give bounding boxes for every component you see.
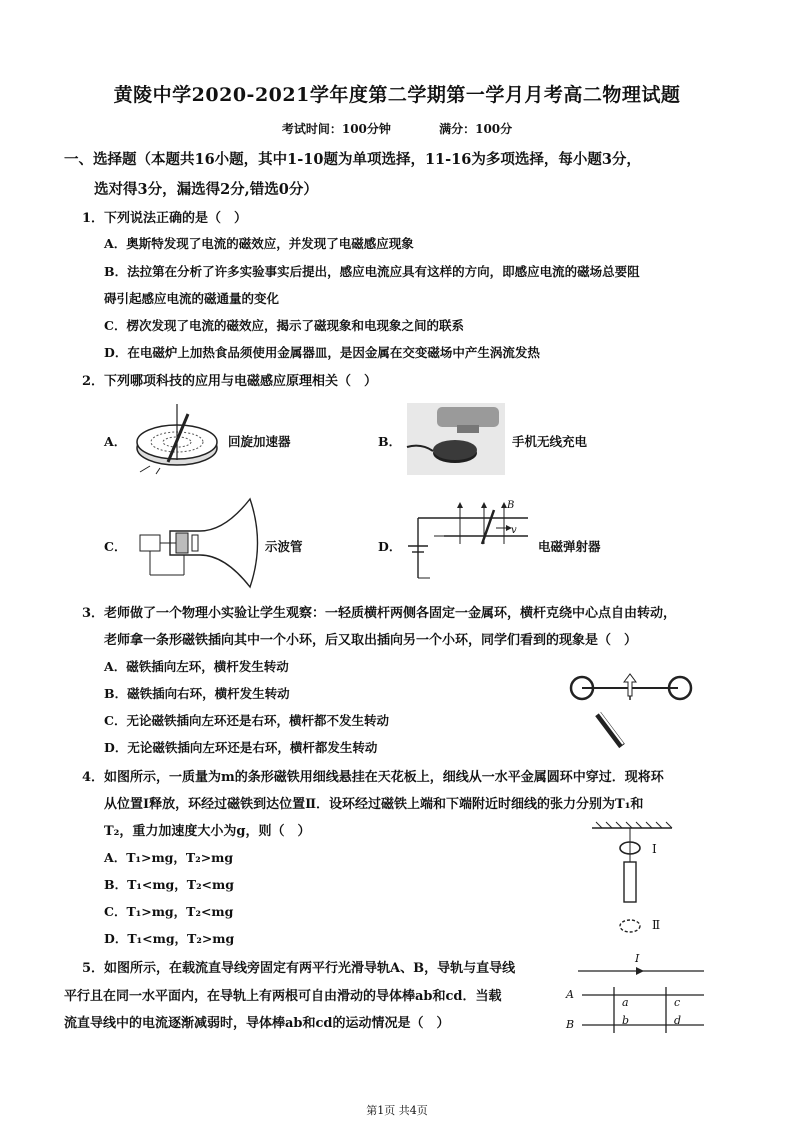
wireless-charger-figure <box>407 403 505 475</box>
q2-option-b-letter: B． <box>378 434 402 449</box>
q3-option-b: B．磁铁插向右环，横杆发生转动 <box>104 686 290 701</box>
q5-rail-b-label: B <box>566 1018 575 1031</box>
q2-option-c-caption: 示波管 <box>265 539 303 554</box>
q4-stem-line3: T₂，重力加速度大小为g，则（ ） <box>104 824 311 839</box>
section-heading-line1: 一、选择题（本题共16小题，其中1-10题为单项选择，11-16为多项选择，每小题3分， <box>64 151 641 168</box>
q3-option-d: D．无论磁铁插向左环还是右环，横杆都发生转动 <box>104 740 378 755</box>
q5-current-label: I <box>635 952 640 965</box>
q3-option-c: C．无论磁铁插向左环还是右环，横杆都不发生转动 <box>104 713 389 728</box>
q5-stem-line2: 平行且在同一水平面内，在导轨上有两根可自由滑动的导体棒ab和cd．当载 <box>64 989 502 1004</box>
q4-option-c: C．T₁>mg，T₂<mg <box>104 904 234 919</box>
q5-rod-end-c: c <box>674 996 681 1009</box>
q3-stem-line1: 3．老师做了一个物理小实验让学生观察：一轻质横杆两侧各固定一金属环，横杆克绕中心点自由转动， <box>82 606 677 621</box>
q2-option-a-letter: A． <box>104 434 127 449</box>
cyclotron-figure <box>130 400 225 475</box>
q1-option-a: A．奥斯特发现了电流的磁效应，并发现了电磁感应现象 <box>104 236 414 251</box>
q4-option-b: B．T₁<mg，T₂<mg <box>104 877 234 892</box>
electromagnetic-launcher-figure <box>404 500 532 582</box>
q3-stem-line2: 老师拿一条形磁铁插向其中一个小环，后又取出插向另一个小环，同学们看到的现象是（ ） <box>104 633 638 648</box>
hanging-magnet-figure <box>592 822 682 934</box>
q2-option-a-caption: 回旋加速器 <box>228 434 291 449</box>
q4-option-a: A．T₁>mg，T₂>mg <box>104 850 234 865</box>
q3-option-a: A．磁铁插向左环，横杆发生转动 <box>104 659 289 674</box>
parallel-rails-figure <box>568 955 708 1035</box>
fig-d-label-b: B <box>507 500 515 511</box>
page-title: 黄陵中学2020-2021学年度第二学期第一学月月考高二物理试题 <box>113 84 681 106</box>
q1-option-b-line2: 碍引起感应电流的磁通量的变化 <box>104 291 280 306</box>
exam-meta <box>0 120 794 137</box>
q5-rod-end-a: a <box>622 996 629 1009</box>
page-footer: 第1页 共4页 <box>366 1104 428 1117</box>
q5-rod-end-d: d <box>674 1014 682 1027</box>
q5-stem-line1: 5．如图所示，在载流直导线旁固定有两平行光滑导轨A、B，导轨与直导线 <box>82 961 516 976</box>
q5-rail-a-label: A <box>566 988 574 1001</box>
q5-rod-end-b: b <box>622 1014 630 1027</box>
q1-option-b-line1: B．法拉第在分析了许多实验事实后提出，感应电流应具有这样的方向，即感应电流的磁场总要阻 <box>104 264 640 279</box>
exam-score: 满分：100分 <box>439 122 513 136</box>
q4-position-1-label: Ⅰ <box>652 842 657 856</box>
q2-option-c-letter: C． <box>104 539 127 554</box>
q1-option-d: D．在电磁炉上加热食品须使用金属器皿，是因金属在交变磁场中产生涡流发热 <box>104 345 540 360</box>
q2-stem: 2．下列哪项科技的应用与电磁感应原理相关（ ） <box>82 374 378 389</box>
q5-stem-line3: 流直导线中的电流逐渐减弱时，导体棒ab和cd的运动情况是（ ） <box>64 1016 450 1031</box>
q1-stem: 1．下列说法正确的是（ ） <box>82 211 248 226</box>
oscilloscope-tube-figure <box>140 495 265 590</box>
q4-stem-line1: 4．如图所示，一质量为m的条形磁铁用细线悬挂在天花板上，细线从一水平金属圆环中穿过．现将环 <box>82 770 664 785</box>
fig-d-label-v: v <box>511 525 517 536</box>
q4-option-d: D．T₁<mg，T₂>mg <box>104 931 235 946</box>
exam-time: 考试时间：100分钟 <box>281 122 391 136</box>
q2-option-d-caption: 电磁弹射器 <box>538 539 601 554</box>
section-heading-line2: 选对得3分，漏选得2分,错选0分） <box>94 181 318 198</box>
q1-option-c: C．楞次发现了电流的磁效应，揭示了磁现象和电现象之间的联系 <box>104 318 464 333</box>
rotating-bar-rings-figure <box>568 660 700 755</box>
q2-option-b-caption: 手机无线充电 <box>512 434 588 449</box>
q4-stem-line2: 从位置Ⅰ释放，环经过磁铁到达位置Ⅱ．设环经过磁铁上端和下端附近时细线的张力分别为T₁和 <box>104 797 644 812</box>
q4-position-2-label: Ⅱ <box>652 918 661 932</box>
q2-option-d-letter: D． <box>378 539 402 554</box>
